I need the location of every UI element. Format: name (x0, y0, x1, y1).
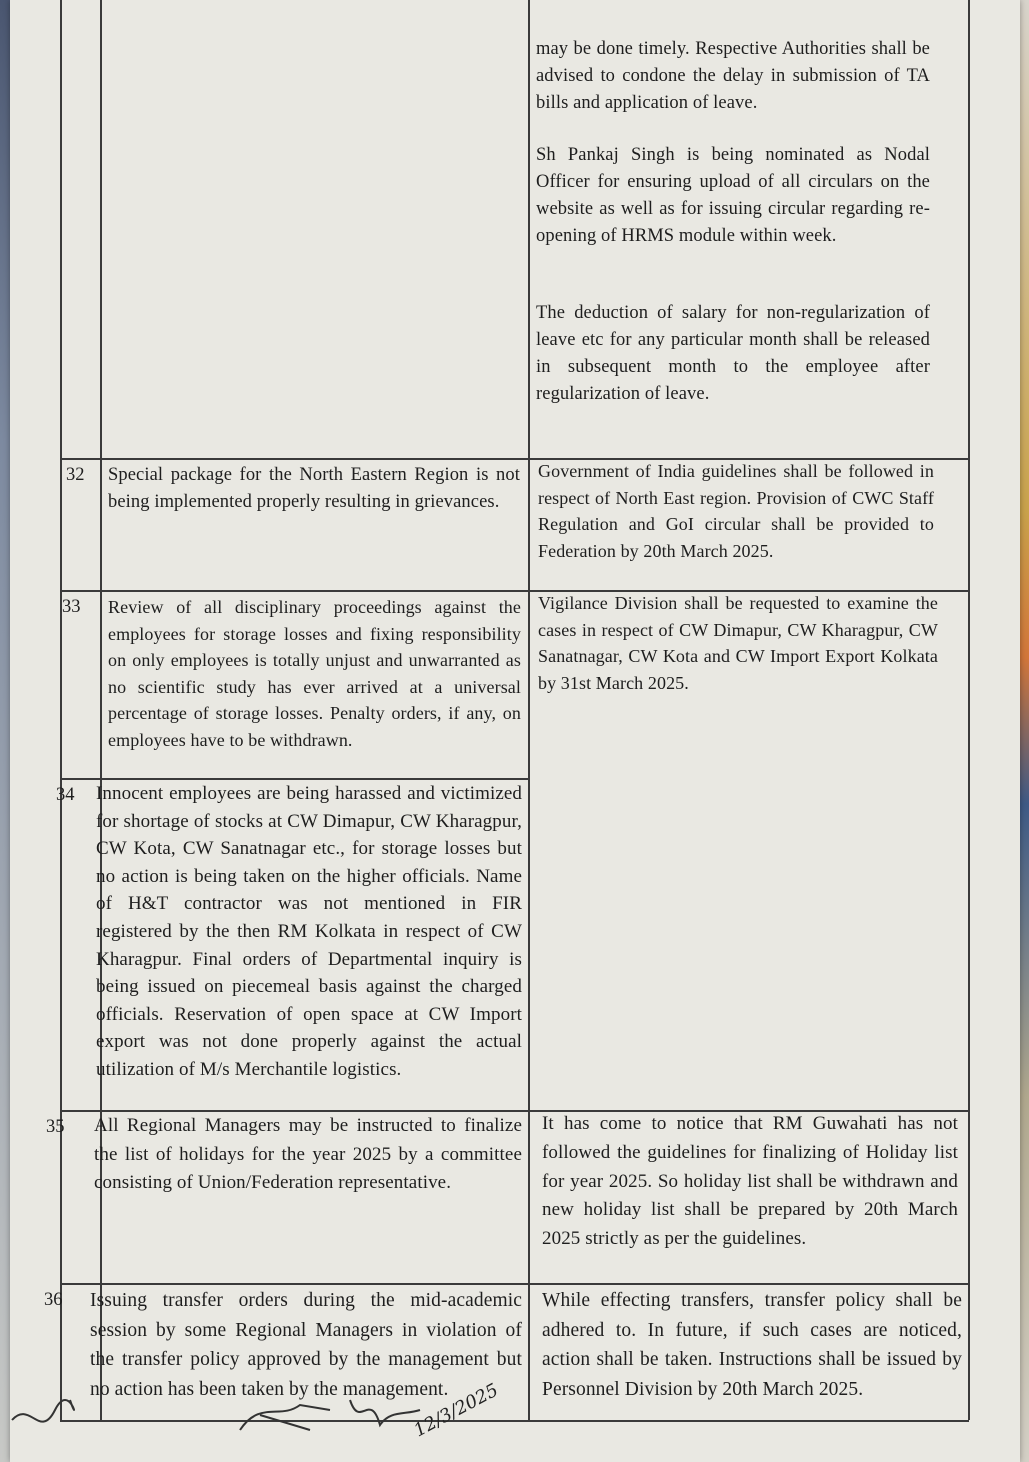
handwritten-date: 12/3/2025 (410, 1379, 502, 1442)
row-number: 34 (56, 785, 75, 805)
continuation-paragraph: may be done timely. Respective Authorities shall be advised to condone the delay in submission of TA bills and application of leave. (536, 39, 930, 113)
decision-text: While effecting transfers, transfer policy shall be adhered to. In future, if such cases are noticed, action shall be taken. Instructions shall be issued by Personnel Division by 20th March 2025. (542, 1290, 962, 1400)
row-number: 36 (44, 1290, 63, 1310)
table-divider-issue (528, 0, 530, 1420)
decision-text: It has come to notice that RM Guwahati has not followed the guidelines for finalizing of Holiday list for year 2025. So holiday list shall be withdrawn and new holiday list shall be prepared by 20th March 2025 strictly as per the guidelines. (542, 1113, 958, 1250)
issue-text: All Regional Managers may be instructed to finalize the list of holidays for the year 2025 by a committee consisting of Union/Federation representative. (94, 1115, 522, 1193)
continuation-paragraph: Sh Pankaj Singh is being nominated as Nodal Officer for ensuring upload of all circulars on the website as well as for issuing circular regarding re-opening of HRMS module within week. (536, 145, 930, 246)
table-border-left (60, 0, 62, 1420)
continuation-paragraph: The deduction of salary for non-regularization of leave etc for any particular month shall be released in subsequent month to the employee after regularization of leave. (536, 303, 930, 404)
issue-text: Innocent employees are being harassed and victimized for shortage of stocks at CW Dimapur, CW Kharagpur, CW Kota, CW Sanatnagar etc., for storage losses but no action is being taken on the higher officials. Name of H&T contractor was not mentioned in FIR registered by the then RM Kolkata in respect of CW Kharagpur. Final orders of Departmental inquiry is being issued on piecemeal basis against the charged officials. Reservation of open space at CW Import export was not done properly against the actual utilization of M/s Merchantile logistics. (96, 783, 522, 1080)
row-number: 35 (46, 1117, 65, 1137)
table-border-right (968, 0, 970, 1420)
table-divider-number (100, 0, 102, 1420)
issue-text: Issuing transfer orders during the mid-academic session by some Regional Managers in violation of the transfer policy approved by the management but no action has been taken by the management. (90, 1290, 522, 1400)
issue-text: Special package for the North Eastern Region is not being implemented properly resulting in grievances. (108, 465, 520, 512)
row-separator (60, 1283, 969, 1285)
decision-text: Government of India guidelines shall be followed in respect of North East region. Provision of CWC Staff Regulation and GoI circular shall be provided to Federation by 20th March 2025. (538, 461, 934, 561)
row-number: 33 (62, 597, 81, 617)
document-page (10, 0, 1020, 1462)
issue-text: Review of all disciplinary proceedings against the employees for storage losses and fixing responsibility on only employees is totally unjust and unwarranted as no scientific study has ever arrived at a universal percentage of storage losses. Penalty orders, if any, on employees have to be withdrawn. (108, 597, 521, 750)
decision-text: Vigilance Division shall be requested to examine the cases in respect of CW Dimapur, CW Kharagpur, CW Sanatnagar, CW Kota and CW Import Export Kolkata by 31st March 2025. (538, 593, 938, 693)
row-number: 32 (66, 465, 85, 485)
